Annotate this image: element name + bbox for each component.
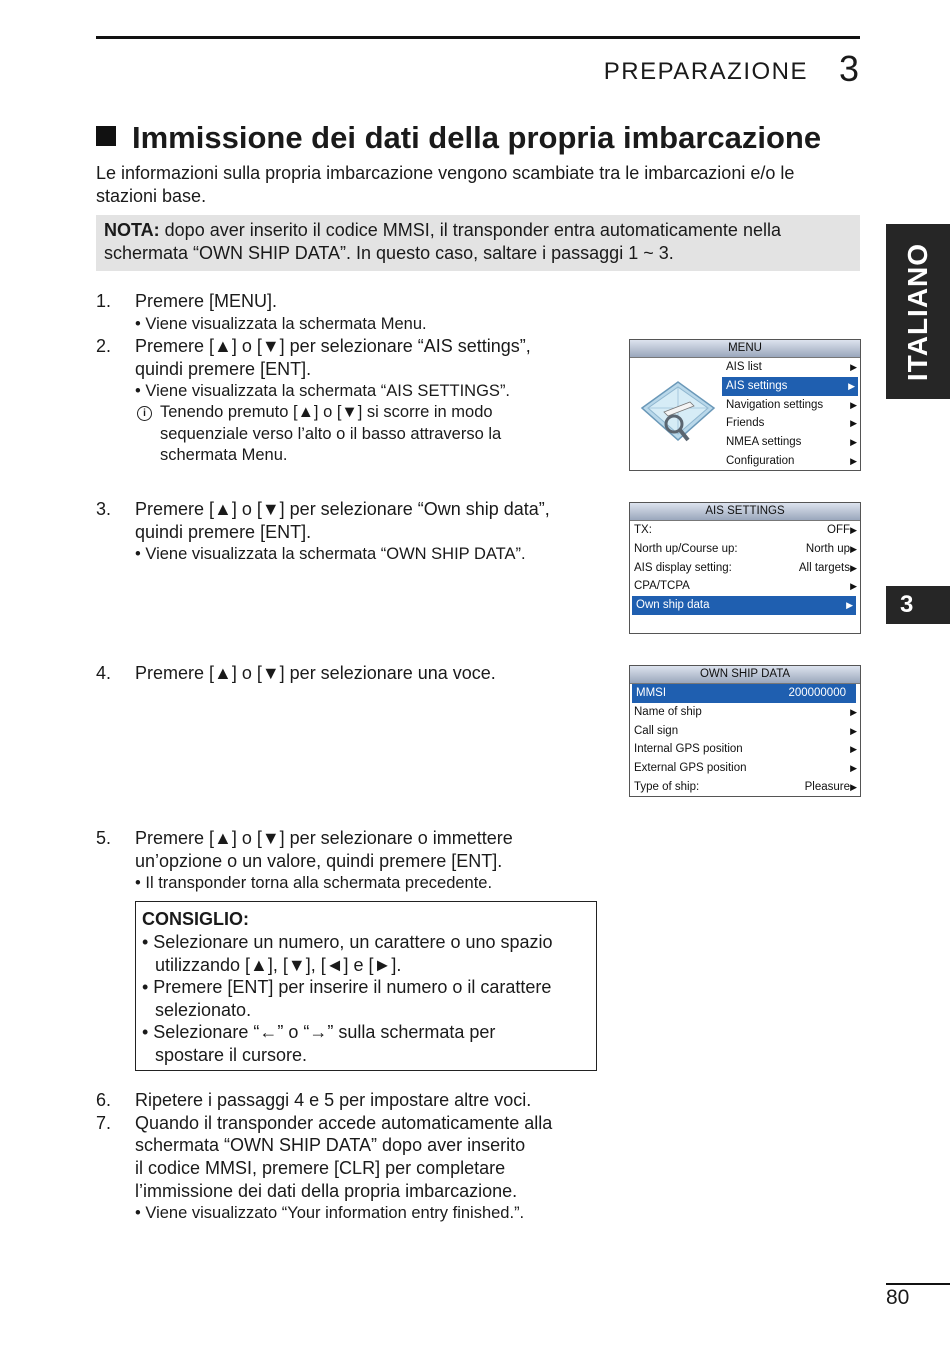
tip-line: • Premere [ENT] per inserire il numero o il carattere bbox=[142, 977, 552, 997]
arrow-right-icon: ▶ bbox=[850, 581, 857, 592]
step-result: • Viene visualizzato “Your information entry finished.”. bbox=[135, 1204, 525, 1222]
field-row-name-of-ship[interactable]: Name of ship ▶ bbox=[630, 703, 860, 722]
step-number: 3. bbox=[96, 499, 112, 519]
intro-line: Le informazioni sulla propria imbarcazione vengono scambiate tra le imbarcazioni e/o le bbox=[96, 163, 795, 183]
square-bullet-icon bbox=[96, 126, 116, 146]
note-label: NOTA: bbox=[104, 220, 160, 240]
step-number: 5. bbox=[96, 828, 112, 848]
language-tab bbox=[886, 224, 950, 399]
setting-row-tx[interactable]: TX: OFF ▶ bbox=[630, 521, 860, 540]
step-text: Premere [▲] o [▼] per selezionare “AIS settings”, bbox=[135, 336, 531, 356]
field-row-external-gps[interactable]: External GPS position ▶ bbox=[630, 759, 860, 778]
arrow-right-icon: ▶ bbox=[850, 706, 857, 717]
tip-line: spostare il cursore. bbox=[155, 1045, 308, 1065]
field-row-type-of-ship[interactable]: Type of ship: Pleasure ▶ bbox=[630, 778, 860, 797]
field-row-call-sign[interactable]: Call sign ▶ bbox=[630, 722, 860, 741]
arrow-right-icon: ▶ bbox=[850, 418, 857, 429]
step-result: • Viene visualizzata la schermata “OWN SHIP DATA”. bbox=[135, 545, 526, 563]
info-text: Tenendo premuto [▲] o [▼] si scorre in modo bbox=[160, 403, 493, 421]
step-text: Quando il transponder accede automaticamente alla bbox=[135, 1113, 553, 1133]
screen-title: AIS SETTINGS bbox=[630, 503, 860, 521]
page-number: 80 bbox=[886, 1286, 910, 1309]
note-box bbox=[96, 215, 860, 271]
arrow-right-icon: ▶ bbox=[850, 362, 857, 372]
chapter-name: PREPARAZIONE bbox=[603, 58, 808, 85]
setting-row-cpa-tcpa[interactable]: CPA/TCPA ▶ bbox=[630, 577, 860, 596]
arrow-right-icon: ▶ bbox=[850, 562, 857, 573]
section-heading-text: Immissione dei dati della propria imbarcazione bbox=[132, 120, 822, 155]
arrow-right-icon: ▶ bbox=[850, 437, 857, 448]
menu-screen bbox=[629, 339, 861, 471]
step-text: un’opzione o un valore, quindi premere [ENT]. bbox=[135, 851, 503, 871]
header-rule bbox=[96, 36, 860, 39]
menu-item-ais-settings[interactable]: AIS settings ▶ bbox=[722, 377, 858, 396]
step-number: 4. bbox=[96, 663, 112, 683]
tip-line: selezionato. bbox=[155, 1000, 252, 1020]
field-row-mmsi[interactable]: MMSI 200000000 bbox=[632, 684, 856, 703]
arrow-right-icon: ▶ bbox=[850, 399, 857, 410]
info-note bbox=[137, 402, 152, 423]
step-number: 2. bbox=[96, 336, 112, 356]
step-text: Premere [▲] o [▼] per selezionare o immettere bbox=[135, 828, 513, 848]
arrow-right-icon: ▶ bbox=[848, 380, 855, 391]
note-line: dopo aver inserito il codice MMSI, il transponder entra automaticamente nella bbox=[159, 220, 781, 240]
ais-map-icon bbox=[634, 368, 720, 454]
arrow-right-icon: ▶ bbox=[850, 525, 857, 535]
tip-line: • Selezionare un numero, un carattere o uno spazio bbox=[142, 932, 553, 952]
arrow-right-icon: ▶ bbox=[850, 543, 857, 554]
menu-item-ais-list[interactable]: AIS list ▶ bbox=[722, 358, 860, 377]
tip-line: • Selezionare “←” o “→” sulla schermata per bbox=[142, 1022, 496, 1042]
screen-title: MENU bbox=[630, 340, 860, 358]
step-text: Premere [▲] o [▼] per selezionare “Own ship data”, bbox=[135, 499, 550, 519]
setting-row-north-up[interactable]: North up/Course up: North up ▶ bbox=[630, 540, 860, 559]
step-text: il codice MMSI, premere [CLR] per completare bbox=[135, 1158, 506, 1178]
step-text: quindi premere [ENT]. bbox=[135, 359, 312, 379]
step-result: • Viene visualizzata la schermata “AIS SETTINGS”. bbox=[135, 382, 511, 400]
step-text: Premere [▲] o [▼] per selezionare una voce. bbox=[135, 663, 496, 683]
arrow-right-icon: ▶ bbox=[850, 455, 857, 466]
arrow-right-icon: ▶ bbox=[850, 781, 857, 792]
menu-item-configuration[interactable]: Configuration ▶ bbox=[722, 452, 860, 471]
chapter-tab: 3 bbox=[886, 586, 950, 624]
step-result: • Il transponder torna alla schermata precedente. bbox=[135, 874, 493, 892]
note-line: schermata “OWN SHIP DATA”. In questo caso, saltare i passaggi 1 ~ 3. bbox=[104, 243, 674, 263]
step-text: quindi premere [ENT]. bbox=[135, 522, 312, 542]
step-text: Ripetere i passaggi 4 e 5 per impostare altre voci. bbox=[135, 1090, 532, 1110]
info-icon: i bbox=[137, 406, 152, 421]
info-text: sequenziale verso l’alto o il basso attraverso la bbox=[160, 425, 502, 443]
language-tab-label: ITALIANO bbox=[902, 242, 933, 381]
footer-rule bbox=[886, 1283, 950, 1285]
step-number: 7. bbox=[96, 1113, 112, 1133]
setting-row-own-ship-data[interactable]: Own ship data ▶ bbox=[632, 596, 856, 615]
arrow-right-icon: ▶ bbox=[850, 763, 857, 774]
step-text: schermata “OWN SHIP DATA” dopo aver inserito bbox=[135, 1135, 526, 1155]
menu-item-navigation-settings[interactable]: Navigation settings ▶ bbox=[722, 396, 860, 415]
chapter-number: 3 bbox=[838, 48, 859, 89]
tip-box bbox=[135, 901, 597, 1071]
info-text: schermata Menu. bbox=[160, 446, 288, 464]
field-row-internal-gps[interactable]: Internal GPS position ▶ bbox=[630, 740, 860, 759]
ais-settings-screen bbox=[629, 502, 861, 634]
setting-row-ais-display[interactable]: AIS display setting: All targets ▶ bbox=[630, 559, 860, 578]
screen-title: OWN SHIP DATA bbox=[630, 666, 860, 684]
step-result: • Viene visualizzata la schermata Menu. bbox=[135, 315, 427, 333]
arrow-right-icon: ▶ bbox=[850, 725, 857, 736]
arrow-right-icon: ▶ bbox=[846, 600, 853, 611]
intro-line: stazioni base. bbox=[96, 186, 207, 206]
menu-item-friends[interactable]: Friends ▶ bbox=[722, 414, 860, 433]
step-number: 6. bbox=[96, 1090, 112, 1110]
tip-line: utilizzando [▲], [▼], [◄] e [►]. bbox=[155, 955, 402, 975]
menu-item-nmea-settings[interactable]: NMEA settings ▶ bbox=[722, 433, 860, 452]
arrow-right-icon: ▶ bbox=[850, 744, 857, 755]
section-heading bbox=[96, 120, 821, 156]
step-text: Premere [MENU]. bbox=[135, 291, 278, 311]
step-text: l’immissione dei dati della propria imbarcazione. bbox=[135, 1181, 518, 1201]
tip-title: CONSIGLIO: bbox=[142, 909, 249, 929]
own-ship-data-screen bbox=[629, 665, 861, 797]
intro-paragraph bbox=[96, 162, 856, 208]
step-number: 1. bbox=[96, 291, 112, 311]
